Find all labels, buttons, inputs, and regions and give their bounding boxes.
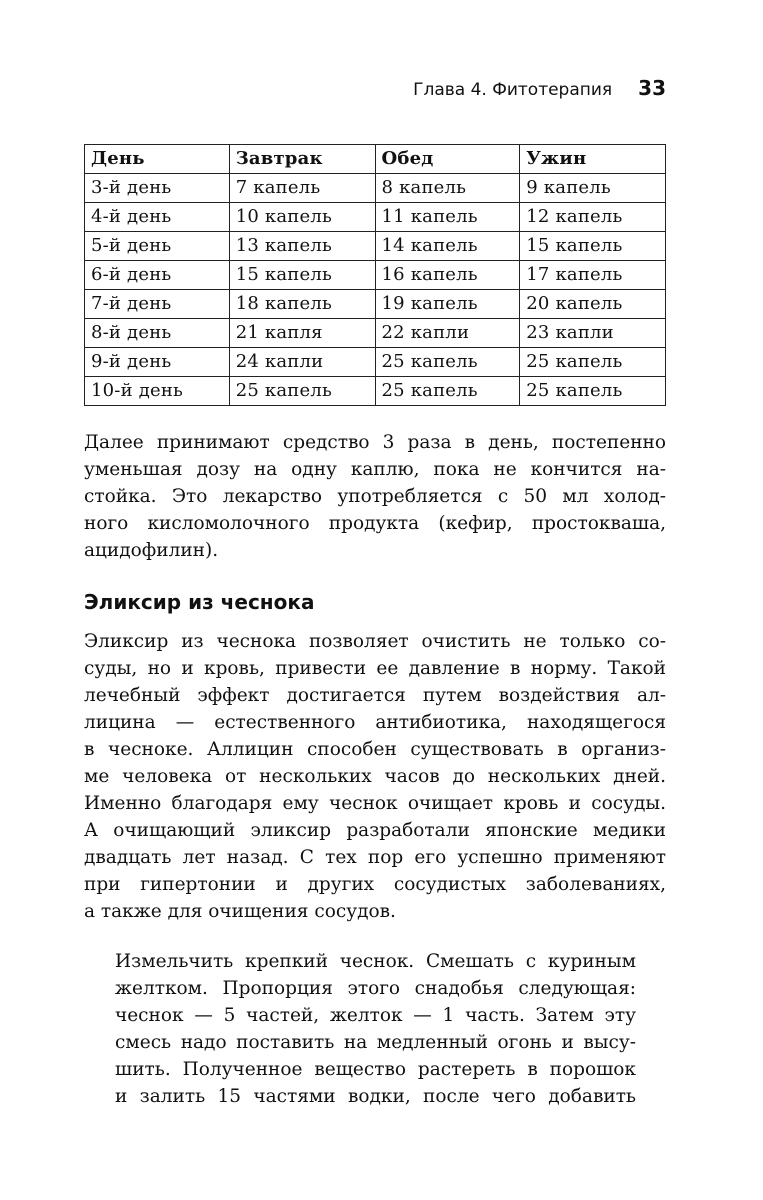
text-line: Именно благодаря ему чеснок очищает кровь и сосуды.	[84, 793, 666, 814]
text-line: Измельчить крепкий чеснок. Смешать с куриным	[115, 951, 636, 972]
text-line: чеснок — 5 частей, желток — 1 часть. Затем эту	[115, 1005, 636, 1026]
table-cell: 18 капель	[229, 290, 375, 319]
text-line: при гипертонии и других сосудистых заболеваниях,	[84, 874, 666, 895]
text-line: и залить 15 частями водки, после чего добавить	[115, 1086, 636, 1107]
table-cell: 23 капли	[520, 319, 666, 348]
text-line: в чесноке. Аллицин способен существовать в организ-	[84, 739, 666, 760]
page-number: 33	[638, 76, 666, 100]
table-cell: 13 капель	[229, 232, 375, 261]
table-cell: 25 капель	[520, 377, 666, 406]
table-cell: 17 капель	[520, 261, 666, 290]
elixir-paragraph	[84, 628, 666, 925]
text-line: уменьшая дозу на одну каплю, пока не кончится на-	[84, 459, 666, 480]
table-row	[85, 261, 666, 290]
dosage-table	[84, 144, 666, 406]
text-line: Далее принимают средство 3 раза в день, постепенно	[84, 432, 666, 453]
table-cell: 15 капель	[520, 232, 666, 261]
table-cell: 25 капель	[375, 348, 520, 377]
table-cell: 11 капель	[375, 203, 520, 232]
table-row	[85, 319, 666, 348]
text-line: ацидофилин).	[84, 540, 219, 561]
table-cell: 22 капли	[375, 319, 520, 348]
table-row	[85, 377, 666, 406]
table-cell: 14 капель	[375, 232, 520, 261]
table-cell: 16 капель	[375, 261, 520, 290]
text-line: стойка. Это лекарство употребляется с 50 мл холод-	[84, 486, 666, 507]
text-line: А очищающий эликсир разработали японские медики	[84, 820, 666, 841]
text-line: Эликсир из чеснока позволяет очистить не только со-	[84, 631, 666, 652]
table-cell: 10-й день	[85, 377, 230, 406]
table-row	[85, 203, 666, 232]
table-cell: 25 капель	[520, 348, 666, 377]
text-line: желтком. Пропорция этого снадобья следующая:	[115, 978, 636, 999]
text-line: ного кисломолочного продукта (кефир, простокваша,	[84, 513, 666, 534]
column-header-lunch: Обед	[375, 145, 520, 174]
section-heading: Эликсир из чеснока	[84, 590, 315, 614]
text-line: лицина — естественного антибиотика, находящегося	[84, 712, 666, 733]
table-row	[85, 232, 666, 261]
recipe-block	[115, 948, 636, 1110]
table-cell: 10 капель	[229, 203, 375, 232]
column-header-dinner: Ужин	[520, 145, 666, 174]
table-cell: 25 капель	[229, 377, 375, 406]
table-header-row	[85, 145, 666, 174]
text-line: лечебный эффект достигается путем воздействия ал-	[84, 685, 666, 706]
table-cell: 5-й день	[85, 232, 230, 261]
text-line: ме человека от нескольких часов до нескольких дней.	[84, 766, 666, 787]
chapter-title: Глава 4. Фитотерапия	[413, 80, 613, 100]
table-cell: 3-й день	[85, 174, 230, 203]
table-cell: 9 капель	[520, 174, 666, 203]
running-header	[413, 76, 666, 100]
table-row	[85, 348, 666, 377]
text-line: а также для очищения сосудов.	[84, 901, 396, 922]
table-cell: 6-й день	[85, 261, 230, 290]
table-cell: 4-й день	[85, 203, 230, 232]
table-row	[85, 290, 666, 319]
table-row	[85, 174, 666, 203]
table-cell: 19 капель	[375, 290, 520, 319]
text-line: двадцать лет назад. С тех пор его успешно применяют	[84, 847, 666, 868]
table-cell: 25 капель	[375, 377, 520, 406]
table-cell: 9-й день	[85, 348, 230, 377]
column-header-day: День	[85, 145, 230, 174]
table-cell: 7 капель	[229, 174, 375, 203]
table-cell: 24 капли	[229, 348, 375, 377]
table-cell: 7-й день	[85, 290, 230, 319]
text-line: шить. Полученное вещество растереть в порошок	[115, 1059, 636, 1080]
column-header-breakfast: Завтрак	[229, 145, 375, 174]
text-line: смесь надо поставить на медленный огонь и высу-	[115, 1032, 636, 1053]
table-cell: 8-й день	[85, 319, 230, 348]
table-cell: 8 капель	[375, 174, 520, 203]
table-cell: 21 капля	[229, 319, 375, 348]
dosage-paragraph	[84, 429, 666, 564]
text-line: суды, но и кровь, привести ее давление в норму. Такой	[84, 658, 666, 679]
table-cell: 20 капель	[520, 290, 666, 319]
table-cell: 15 капель	[229, 261, 375, 290]
table-cell: 12 капель	[520, 203, 666, 232]
